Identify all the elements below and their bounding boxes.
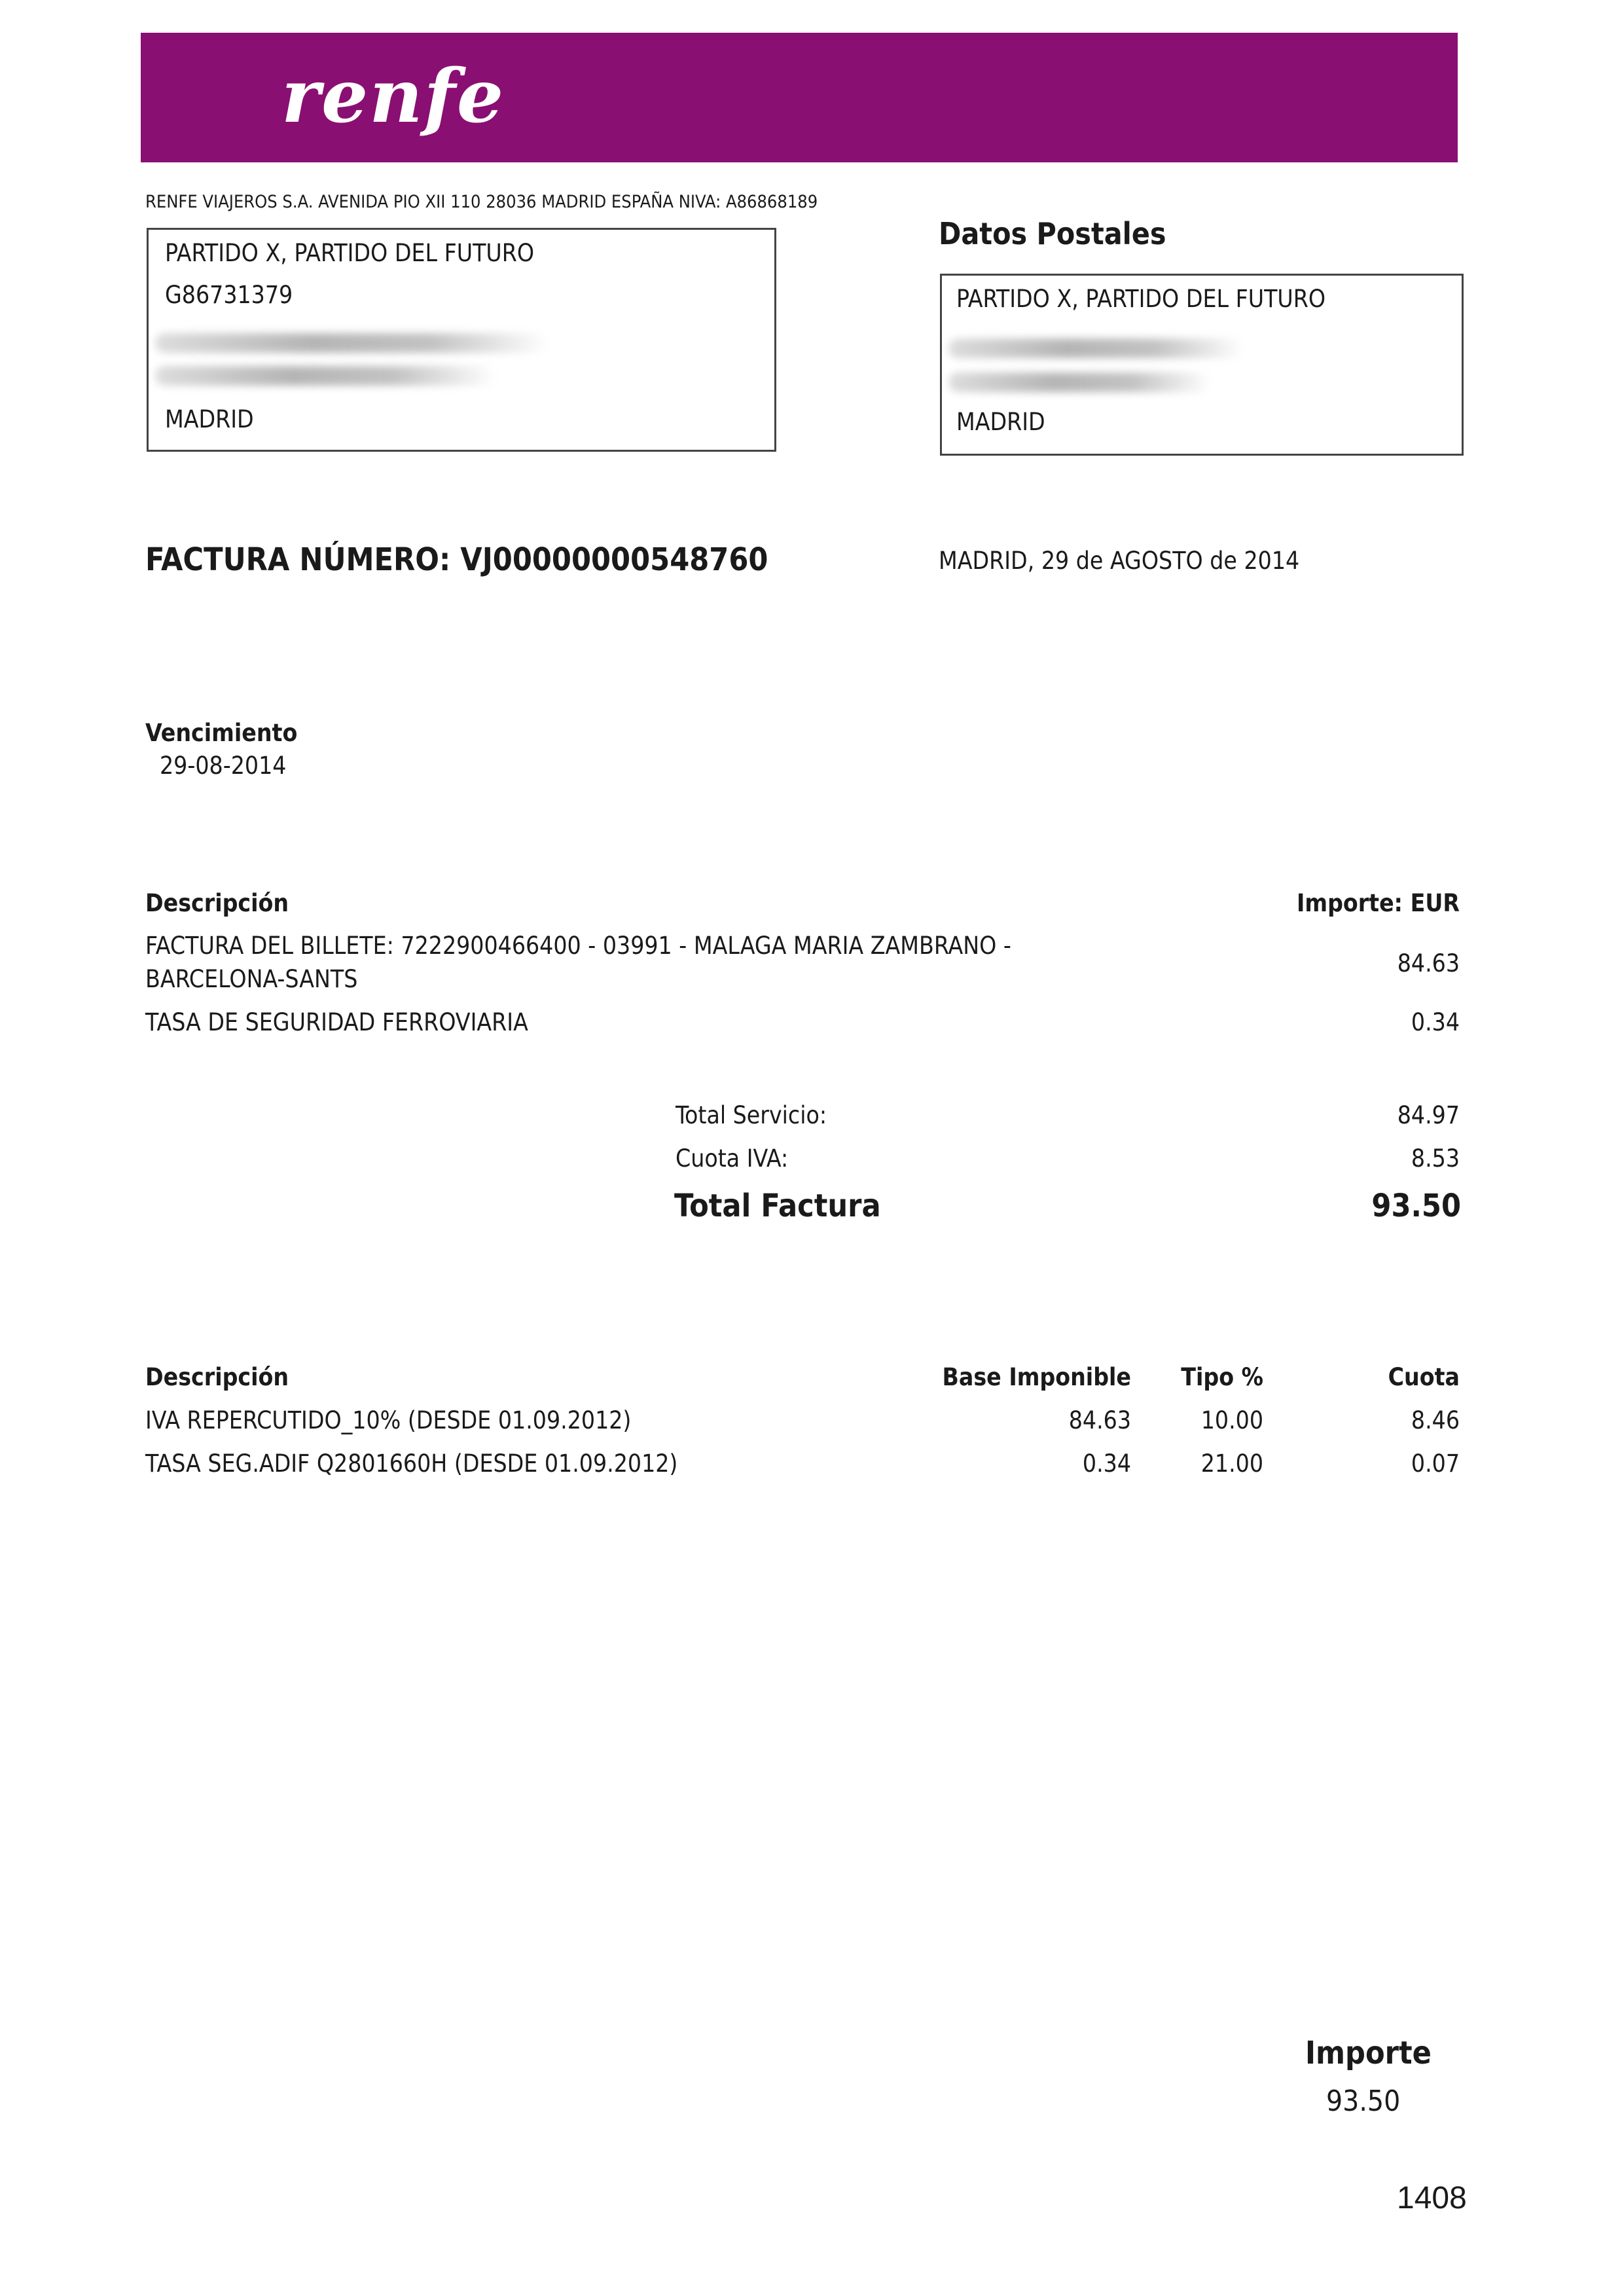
billing-address-box [147,228,776,452]
page-number: 1408 [1397,2181,1467,2215]
amount-summary-value: 93.50 [1326,2085,1401,2118]
tax-header-rate: Tipo % [1181,1363,1263,1391]
redacted-address-line [948,373,1210,392]
vat-quota-value: 8.53 [1411,1144,1460,1173]
item-amount: 84.63 [1397,949,1460,977]
items-header-description: Descripción [145,889,289,917]
header-band [141,33,1458,162]
total-invoice-label: Total Factura [674,1188,881,1224]
total-service-value: 84.97 [1397,1101,1460,1129]
company-info: RENFE VIAJEROS S.A. AVENIDA PIO XII 110 28036 MADRID ESPAÑA NIVA: A86868189 [145,192,818,212]
tax-header-quota: Cuota [1388,1363,1460,1391]
invoice-number: FACTURA NÚMERO: VJ00000000548760 [145,541,768,578]
tax-row-base: 0.34 [1082,1449,1131,1478]
redacted-address-line [155,333,548,353]
due-date-label: Vencimiento [145,719,298,747]
total-service-label: Total Servicio: [676,1101,827,1129]
tax-row-rate: 10.00 [1200,1406,1263,1434]
tax-row-description: IVA REPERCUTIDO_10% (DESDE 01.09.2012) [145,1406,632,1434]
item-description-cont: BARCELONA-SANTS [145,965,358,993]
vat-quota-label: Cuota IVA: [676,1144,789,1173]
billing-name: PARTIDO X, PARTIDO DEL FUTURO [165,239,535,267]
tax-row-rate: 21.00 [1200,1449,1263,1478]
billing-city: MADRID [165,405,254,433]
tax-row-quota: 8.46 [1411,1406,1460,1434]
renfe-logo: renfe [281,54,505,139]
total-invoice-value: 93.50 [1371,1188,1461,1224]
tax-row-description: TASA SEG.ADIF Q2801660H (DESDE 01.09.2012) [145,1449,678,1478]
postal-data-title: Datos Postales [939,216,1166,251]
item-description: TASA DE SEGURIDAD FERROVIARIA [145,1008,528,1036]
item-description: FACTURA DEL BILLETE: 7222900466400 - 03991 - MALAGA MARIA ZAMBRANO - [145,932,1011,960]
tax-row-base: 84.63 [1068,1406,1131,1434]
redacted-address-line [155,366,496,386]
invoice-date: MADRID, 29 de AGOSTO de 2014 [939,547,1300,575]
tax-header-description: Descripción [145,1363,289,1391]
tax-row-quota: 0.07 [1411,1449,1460,1478]
amount-summary-label: Importe [1305,2035,1432,2071]
items-header-amount: Importe: EUR [1297,889,1460,917]
due-date-value: 29-08-2014 [160,752,287,780]
billing-tax-id: G86731379 [165,281,293,309]
postal-city: MADRID [956,408,1045,436]
postal-address-box [940,274,1464,456]
redacted-address-line [948,338,1243,358]
postal-name: PARTIDO X, PARTIDO DEL FUTURO [956,285,1326,313]
tax-header-base: Base Imponible [942,1363,1131,1391]
item-amount: 0.34 [1411,1008,1460,1036]
